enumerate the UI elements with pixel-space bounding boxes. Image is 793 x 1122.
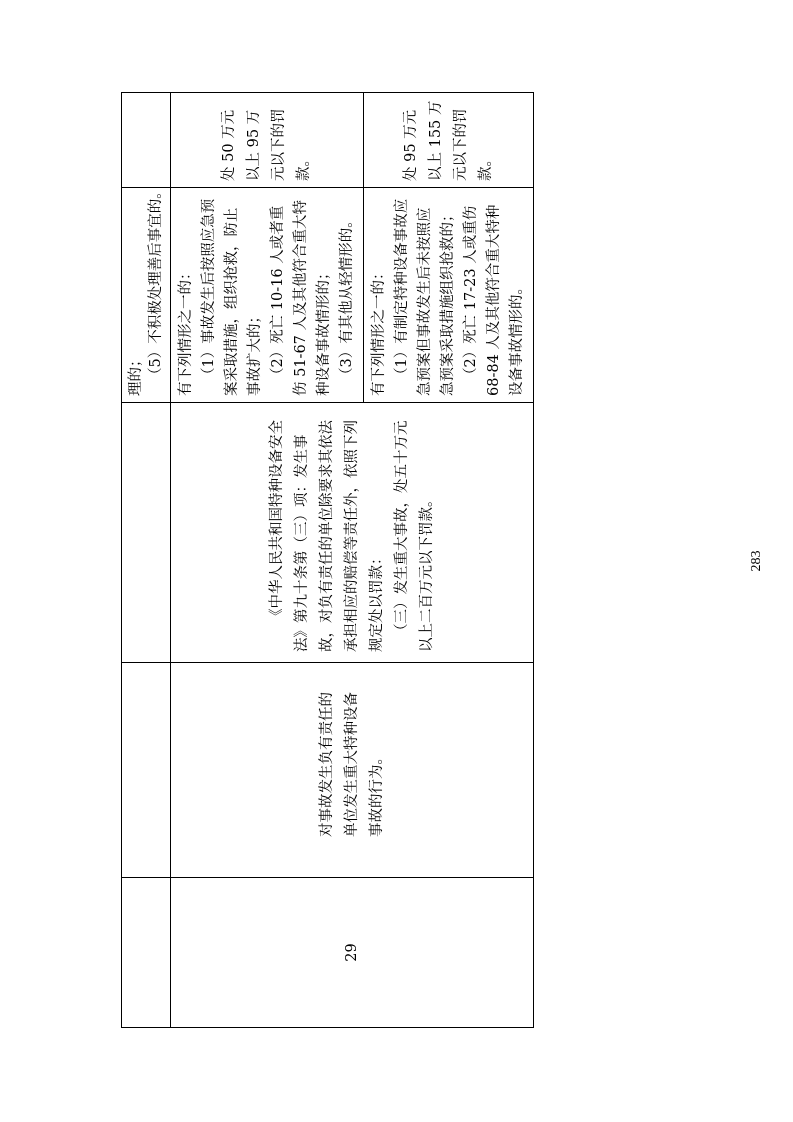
cell-basis xyxy=(171,403,534,663)
cell-number: 29 xyxy=(171,878,534,1028)
text-line: 理的； xyxy=(128,352,144,396)
text-line: 有下列情形之一的： xyxy=(178,265,194,396)
basis-paragraph: 《中华人民共和国特种设备安全法》第九十条第（三）项：发生事故，对负有责任的单位除要求其依法承担相应的赔偿等责任外，依照下列规定处以罚款： xyxy=(268,420,385,652)
text-line: 有下列情形之一的： xyxy=(371,265,387,396)
text-line: （2）死亡 17-23 人或重伤 68-84 人及其他符合重大特种设备事故情形的。 xyxy=(463,204,525,396)
cell-penalty-empty xyxy=(122,93,171,188)
text-line: （2）死亡 10-16 人或者重伤 51-67 人及其他符合重大特种设备事故情形的； xyxy=(270,199,332,396)
cell-behavior-empty xyxy=(122,663,171,878)
basis-paragraph: （三）发生重大事故，处五十万元以上二百万元以下罚款。 xyxy=(393,420,435,652)
text-line: （3）有其他从轻情形的。 xyxy=(339,213,355,382)
cell-penalty-a: 处 50 万元以上 95 万元以下的罚款。 xyxy=(171,93,364,188)
cell-circumstances-cont xyxy=(122,184,171,403)
rotated-table-wrapper xyxy=(121,93,525,1028)
cell-behavior: 对事故发生负有责任的单位发生重大特种设备事故的行为。 xyxy=(171,663,534,878)
cell-circumstances-b xyxy=(364,188,534,403)
cell-basis-empty xyxy=(122,403,171,663)
cell-circumstances-a xyxy=(171,188,364,403)
cell-number-empty xyxy=(122,878,171,1028)
text-line: （5）不积极处理善后事宜的。 xyxy=(148,184,164,382)
table-row xyxy=(171,93,364,1028)
page-number: 283 xyxy=(749,550,764,572)
cell-penalty-b: 处 95 万元以上 155 万元以下的罚款。 xyxy=(364,93,534,188)
table-row xyxy=(122,93,171,1028)
text-line: （1）事故发生后按照应急预案采取措施，组织抢救，防止事故扩大的； xyxy=(201,198,263,396)
text-line: （1）有制定特种设备事故应急预案但事故发生后未按照应急预案采取措施组织抢救的； xyxy=(394,198,456,396)
penalty-table xyxy=(121,92,534,1028)
